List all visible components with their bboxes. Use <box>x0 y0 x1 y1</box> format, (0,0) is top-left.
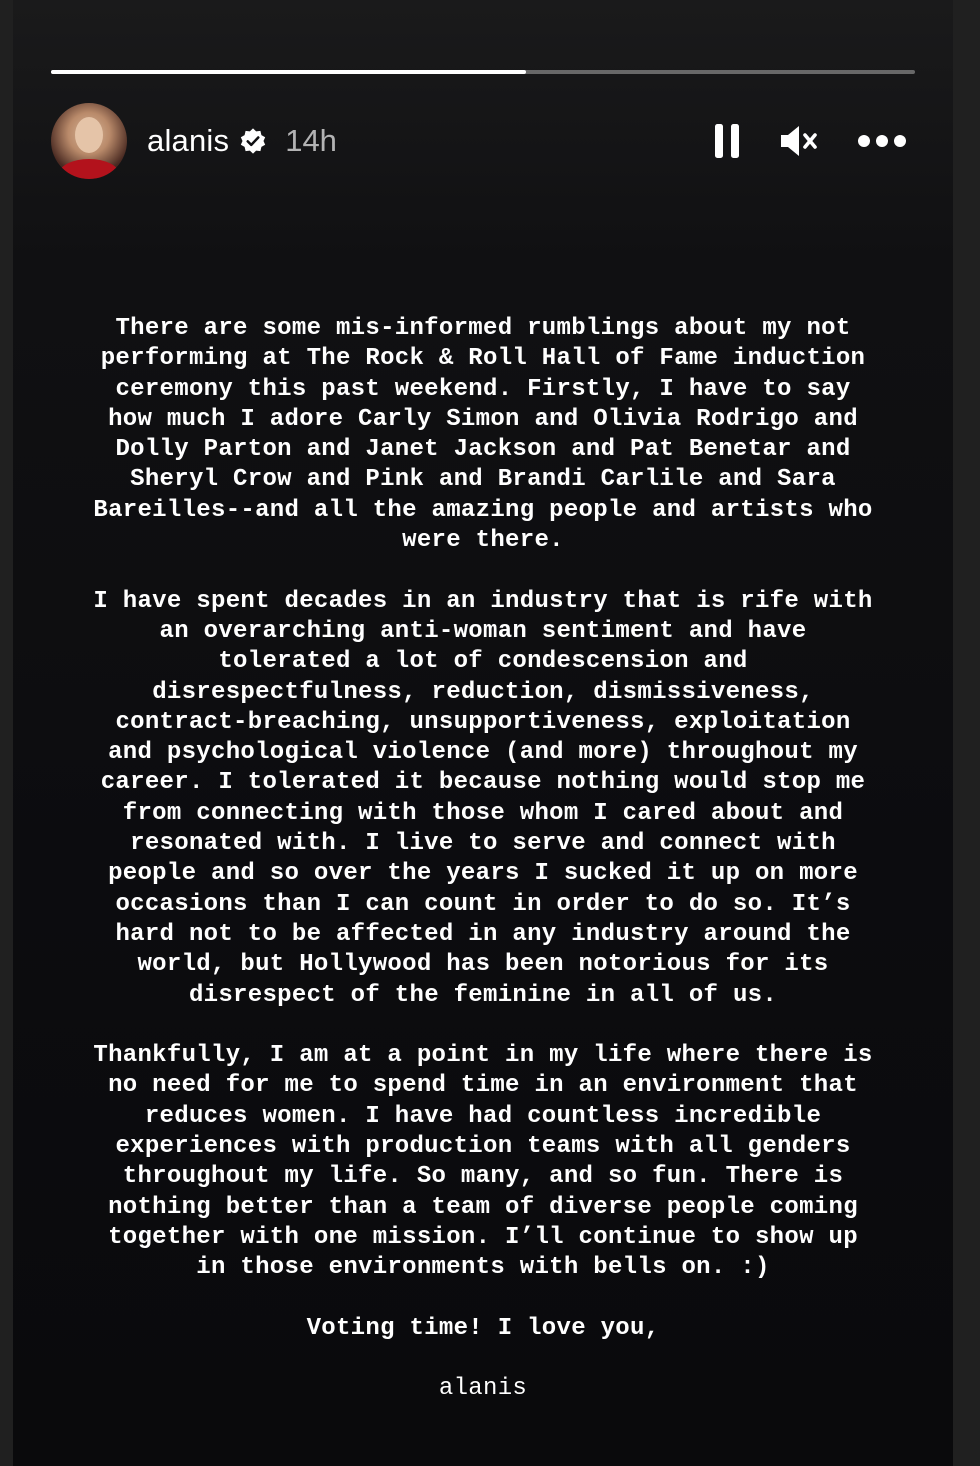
username[interactable]: alanis <box>147 123 230 158</box>
message-line: contract-breaching, unsupportiveness, exploitation <box>115 708 851 736</box>
story-text <box>13 314 953 1435</box>
message-line: ceremony this past weekend. Firstly, I have to say <box>115 375 851 403</box>
message-line: disrespectfulness, reduction, dismissiveness, <box>152 678 814 706</box>
message-line: together with one mission. I’ll continue to show up <box>108 1223 858 1251</box>
mute-button[interactable] <box>777 121 821 161</box>
more-options-icon <box>857 134 907 148</box>
message-line: I have spent decades in an industry that is rife with <box>93 587 873 615</box>
pause-button[interactable] <box>707 121 747 161</box>
message-line: disrespect of the feminine in all of us. <box>188 981 778 1009</box>
avatar-face <box>75 117 103 153</box>
message-line: from connecting with those whom I cared about and <box>122 799 844 827</box>
message-line: experiences with production teams with all genders <box>115 1133 851 1161</box>
story-card[interactable] <box>13 0 953 1466</box>
message-line: hard not to be affected in any industry around the <box>115 920 851 948</box>
message-line: reduces women. I have had countless incredible <box>144 1102 822 1130</box>
message-line: nothing better than a team of diverse people coming <box>108 1193 858 1221</box>
message-line: throughout my life. So many, and so fun. There is <box>122 1163 844 1191</box>
signature: alanis <box>438 1375 528 1403</box>
message-line: world, but Hollywood has been notorious for its <box>137 951 829 979</box>
pause-icon <box>713 122 741 160</box>
message-paragraph <box>13 1314 953 1344</box>
story-progress-bar <box>51 70 915 74</box>
muted-speaker-icon <box>779 122 819 160</box>
more-options-button[interactable] <box>855 121 909 161</box>
message-paragraph <box>13 314 953 556</box>
avatar-shirt <box>59 159 119 179</box>
message-line: how much I adore Carly Simon and Olivia Rodrigo and <box>108 405 858 433</box>
message-line: Sheryl Crow and Pink and Brandi Carlile and Sara <box>130 466 836 494</box>
message-line: in those environments with bells on. :) <box>196 1254 770 1282</box>
message-paragraph <box>13 587 953 1011</box>
message-line: people and so over the years I sucked it up on more <box>108 860 858 888</box>
message-line: Thankfully, I am at a point in my life where there is <box>93 1042 873 1070</box>
message-line: There are some mis-informed rumblings about my not <box>115 315 851 342</box>
message-line: Bareilles--and all the amazing people and artists who <box>93 496 873 524</box>
avatar[interactable] <box>51 103 127 179</box>
message-line: an overarching anti-woman sentiment and have <box>159 617 807 645</box>
post-time: 14h <box>285 123 337 158</box>
message-line: Voting time! I love you, <box>306 1314 660 1342</box>
message-paragraph <box>13 1041 953 1283</box>
message-line: career. I tolerated it because nothing would stop me <box>100 769 866 797</box>
message-line: tolerated a lot of condescension and <box>218 648 748 676</box>
message-line: performing at The Rock & Roll Hall of Fame induction <box>100 345 866 373</box>
message-line: were there. <box>402 527 564 555</box>
message-line: occasions than I can count in order to do so. It’s <box>115 890 851 918</box>
story-controls <box>707 121 915 161</box>
message-line: resonated with. I live to serve and connect with <box>130 830 836 858</box>
message-line: no need for me to spend time in an environment that <box>108 1072 858 1100</box>
message-line: Dolly Parton and Janet Jackson and Pat Benetar and <box>115 436 851 464</box>
story-header <box>51 102 915 180</box>
verified-badge-icon <box>239 127 267 155</box>
message-line: and psychological violence (and more) throughout my <box>108 739 858 767</box>
story-progress-fill <box>51 70 526 74</box>
